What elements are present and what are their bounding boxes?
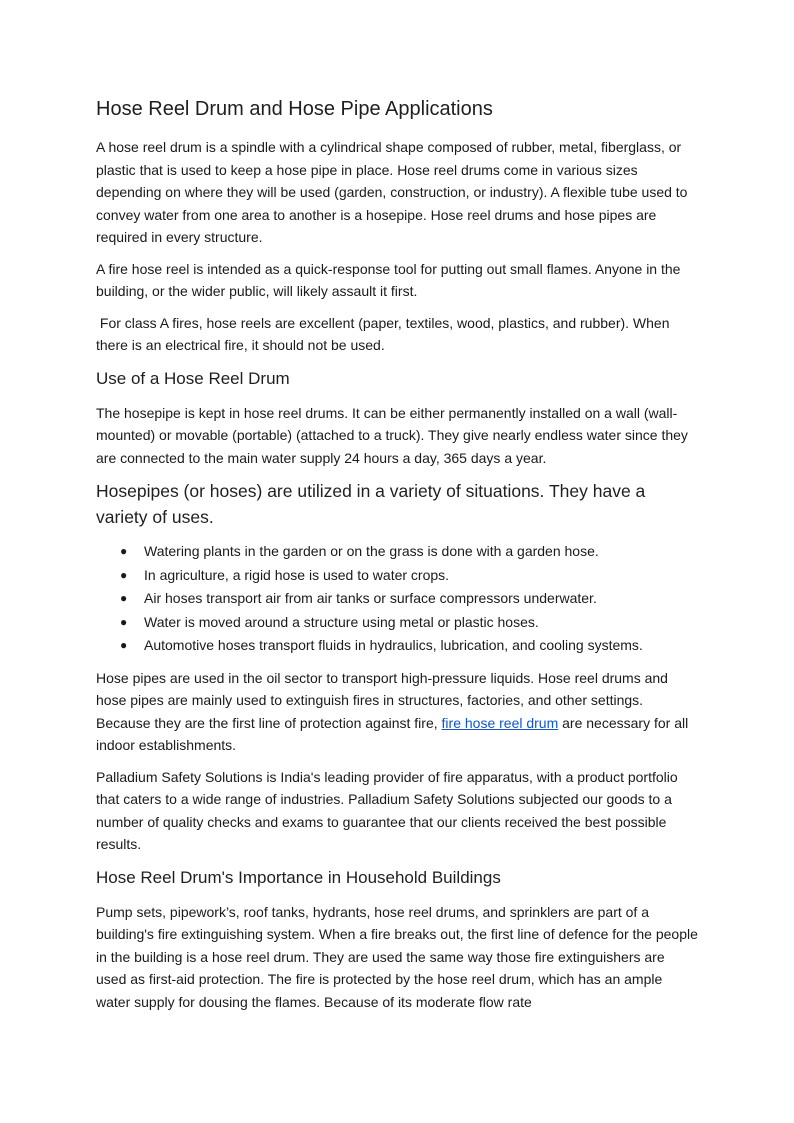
intro-paragraph-3: For class A fires, hose reels are excellent (paper, textiles, wood, plastics, and rubber). When there is an electrical fire, it should not be used. bbox=[96, 314, 674, 353]
bullet-icon: ● bbox=[120, 591, 128, 605]
heading-hosepipes-uses: Hosepipes (or hoses) are utilized in a variety of situations. They have a variety of uses. bbox=[96, 481, 646, 527]
list-item-text: Watering plants in the garden or on the grass is done with a garden hose. bbox=[144, 543, 599, 559]
company-paragraph: Palladium Safety Solutions is India's leading provider of fire apparatus, with a product portfolio that caters to a wide range of industries. Palladium Safety Solutions subjected our goods to a number of quality checks and exams to guarantee that our clients received the best possible results. bbox=[96, 768, 678, 852]
bullet-icon: ● bbox=[120, 567, 128, 582]
list-item bbox=[120, 564, 698, 588]
list-item-text: In agriculture, a rigid hose is used to water crops. bbox=[144, 566, 450, 583]
paragraph-text-before-link: Hose pipes are used in the oil sector to transport high-pressure liquids. Hose reel drums and hose pipes are mainly used to extinguish fires in structures, factories, and other settings. Because they are the first line of protection against fire, bbox=[96, 669, 668, 731]
list-item-text: Water is moved around a structure using metal or plastic hoses. bbox=[144, 613, 539, 630]
document-title: Hose Reel Drum and Hose Pipe Applications bbox=[96, 98, 493, 120]
heading-importance-household: Hose Reel Drum's Importance in Household Buildings bbox=[96, 867, 501, 887]
list-item bbox=[120, 611, 698, 635]
use-paragraph: The hosepipe is kept in hose reel drums. It can be either permanently installed on a wall (wall-mounted) or movable (portable) (attached to a truck). They give nearly endless water since they are connected to the main water supply 24 hours a day, 365 days a year. bbox=[96, 404, 688, 466]
document-page bbox=[96, 96, 698, 1022]
bullet-icon: ● bbox=[120, 638, 128, 652]
list-item-text: Air hoses transport air from air tanks or surface compressors underwater. bbox=[144, 590, 597, 606]
list-item bbox=[120, 587, 698, 611]
intro-paragraph-2: A fire hose reel is intended as a quick-response tool for putting out small flames. Anyone in the building, or the wider public, will likely assault it first. bbox=[96, 260, 681, 299]
oil-sector-paragraph bbox=[96, 667, 698, 757]
fire-hose-reel-drum-link[interactable]: fire hose reel drum bbox=[441, 714, 559, 731]
list-item bbox=[120, 634, 698, 658]
list-item bbox=[120, 540, 698, 564]
bullet-icon: ● bbox=[120, 544, 128, 558]
importance-paragraph: Pump sets, pipework’s, roof tanks, hydrants, hose reel drums, and sprinklers are part of a building's fire extinguishing system. When a fire breaks out, the first line of defence for the people in the building is a hose reel drum. They are used the same way those fire extinguishers are used as first-aid protection. The fire is protected by the hose reel drum, which has an ample water supply for dousing the flames. Because of its moderate flow rate bbox=[96, 903, 698, 1010]
heading-use-of-hose-reel-drum: Use of a Hose Reel Drum bbox=[96, 368, 290, 388]
paragraph-text-after-link: are necessary for all indoor establishments. bbox=[96, 714, 689, 753]
intro-paragraph-1: A hose reel drum is a spindle with a cylindrical shape composed of rubber, metal, fiberglass, or plastic that is used to keep a hose pipe in place. Hose reel drums come in various sizes depending on where they will be used (garden, construction, or industry). A flexible tube used to convey water from one area to another is a hosepipe. Hose reel drums and hose pipes are required in every structure. bbox=[96, 139, 688, 245]
hose-uses-list bbox=[96, 540, 698, 658]
bullet-icon: ● bbox=[120, 614, 128, 629]
list-item-text: Automotive hoses transport fluids in hydraulics, lubrication, and cooling systems. bbox=[144, 637, 643, 653]
